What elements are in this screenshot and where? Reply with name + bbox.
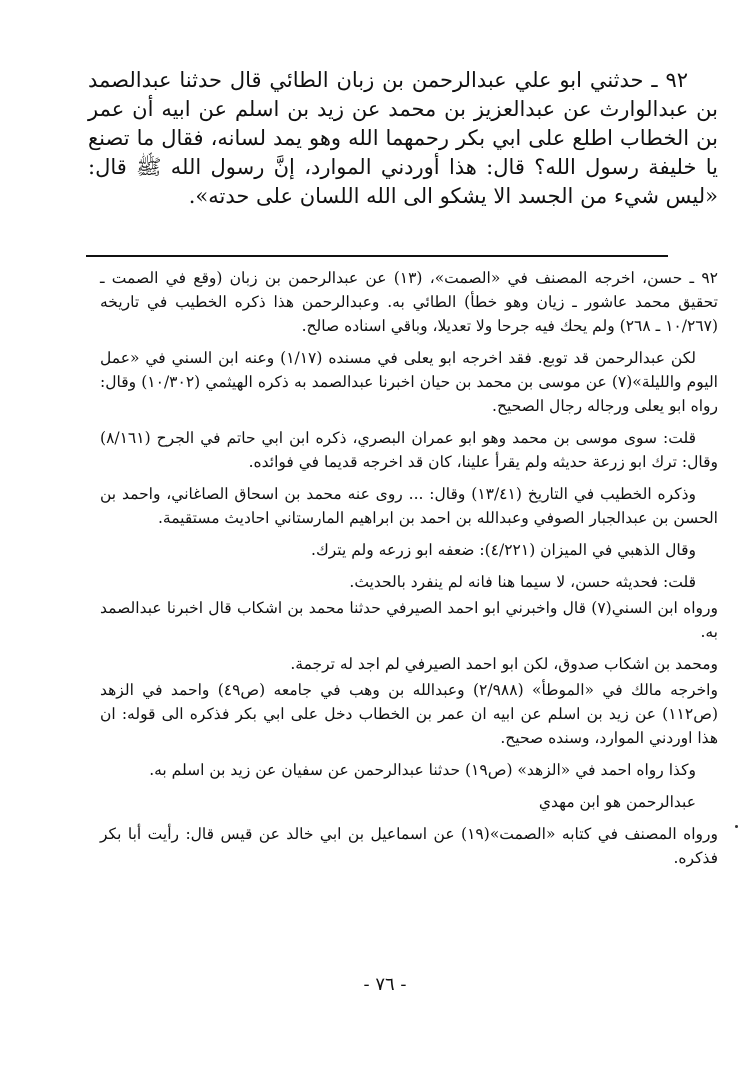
- footnote-paragraph: قلت: سوى موسى بن محمد وهو ابو عمران البصري، ذكره ابن ابي حاتم في الجرح (٨/١٦١) وقال: ترك ابو زرعة حديثه ولم يقرأ علينا، كان قد اخرجه قديما في فوائده.: [100, 429, 718, 471]
- footnote-paragraph: وقال الذهبي في الميزان (٤/٢٢١): ضعفه ابو زرعه ولم يترك.: [311, 541, 696, 559]
- footnote-divider: [86, 255, 668, 257]
- footnote-paragraph: ومحمد بن اشكاب صدوق، لكن ابو احمد الصيرفي لم اجد له ترجمة.: [290, 655, 718, 673]
- page-number: - ٧٦ -: [363, 974, 407, 995]
- footnotes: [100, 266, 718, 878]
- margin-mark: [735, 825, 738, 828]
- footnote-paragraph: وكذا رواه احمد في «الزهد» (ص١٩) حدثنا عبدالرحمن عن سفيان عن زيد بن اسلم به.: [149, 761, 696, 779]
- hadith-text: [88, 66, 718, 211]
- footnote-paragraph: عبدالرحمن هو ابن مهدي: [538, 793, 696, 811]
- footnote-paragraph: قلت: فحديثه حسن، لا سيما هنا فانه لم ينفرد بالحديث.: [349, 573, 696, 591]
- footnote-paragraph: واخرجه مالك في «الموطأ» (٢/٩٨٨) وعبدالله بن وهب في جامعه (ص٤٩) واحمد في الزهد (ص١١٢) عن زيد بن اسلم عن ابيه ان عمر بن الخطاب دخل على ابي بكر فذكره الى قوله: ان هذا اوردني الموارد، وسنده صحيح.: [100, 681, 718, 747]
- footnote-paragraph: لكن عبدالرحمن قد توبع. فقد اخرجه ابو يعلى في مسنده (١/١٧) وعنه ابن السني في «عمل اليوم والليلة»(٧) عن موسى بن محمد بن حيان اخبرنا عبدالصمد به ذكره الهيثمي (١٠/٣٠٢) وقال: رواه ابو يعلى ورجاله رجال الصحيح.: [100, 349, 718, 415]
- footnote-paragraph: ورواه ابن السني(٧) قال واخبرني ابو احمد الصيرفي حدثنا محمد بن اشكاب قال اخبرنا عبدالصمد به.: [100, 599, 718, 641]
- footnote-paragraph: ٩٢ ـ حسن، اخرجه المصنف في «الصمت»، (١٣) عن عبدالرحمن بن زبان (وقع في الصمت ـ تحقيق محمد عاشور ـ زيان وهو خطأ) الطائي به. وعبدالرحمن هذا ذكره الخطيب في تاريخه (١٠/٢٦٧ ـ ٢٦٨) ولم يحك فيه جرحا ولا تعديلا، وباقي اسناده صالح.: [100, 269, 718, 335]
- footnote-paragraph: وذكره الخطيب في التاريخ (١٣/٤١) وقال: ... روى عنه محمد بن اسحاق الصاغاني، واحمد بن الحسن بن عبدالجبار الصوفي وعبدالله بن احمد بن ابراهيم المارستاني احاديث مستقيمة.: [100, 485, 718, 527]
- footnote-paragraph: ورواه المصنف في كتابه «الصمت»(١٩) عن اسماعيل بن ابي خالد عن قيس قال: رأيت أبا بكر فذكره.: [100, 825, 718, 867]
- hadith-paragraph: ٩٢ ـ حدثني ابو علي عبدالرحمن بن زبان الطائي قال حدثنا عبدالصمد بن عبدالوارث عن عبدالعزيز بن محمد عن زيد بن اسلم عن ابيه أن عمر بن الخطاب اطلع على ابي بكر رحمهما الله وهو يمد لسانه، فقال ما تصنع يا خليفة رسول الله؟ قال: هذا أوردني الموارد، إنَّ رسول الله ﷺ قال: «ليس شيء من الجسد الا يشكو الى الله اللسان على حدته».: [88, 68, 718, 208]
